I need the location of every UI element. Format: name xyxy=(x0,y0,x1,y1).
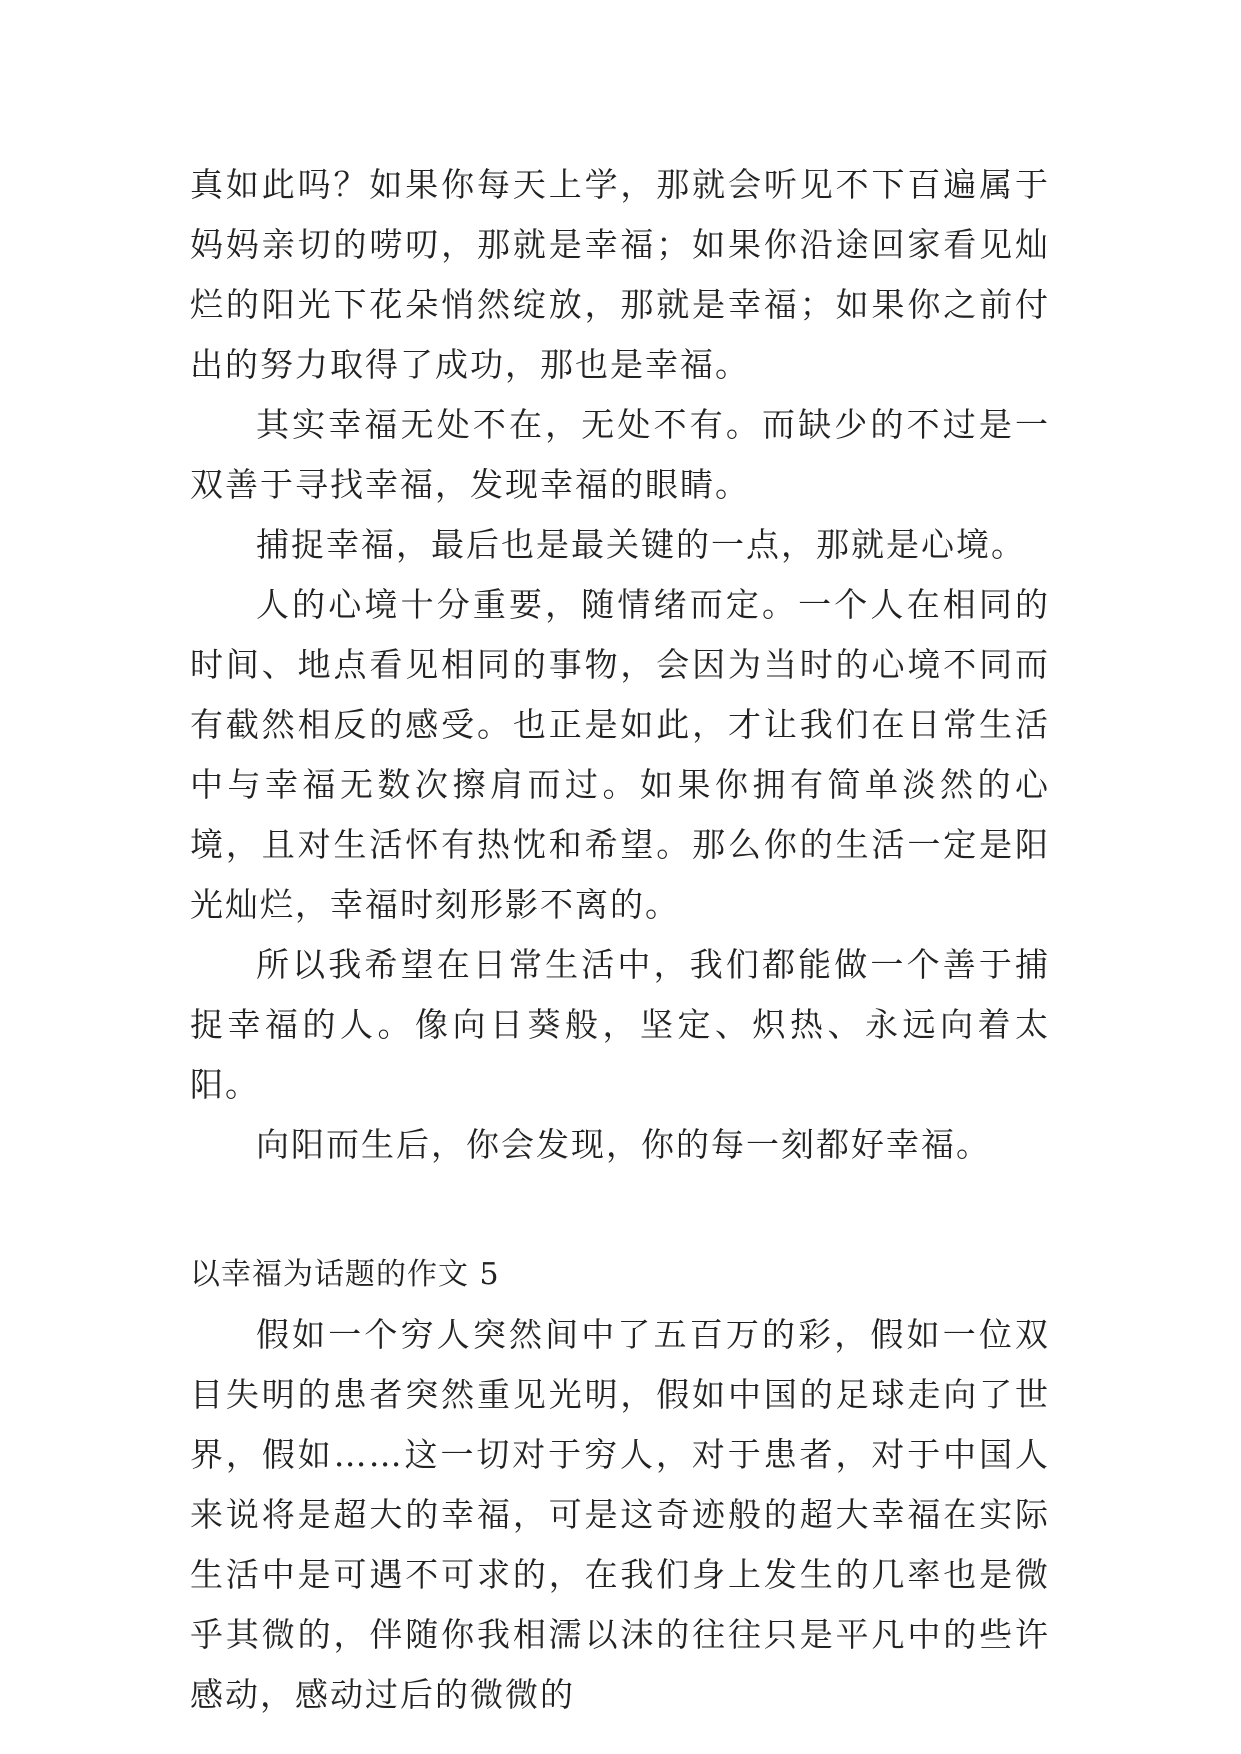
paragraph-conclusion: 向阳而生后，你会发现，你的每一刻都好幸福。 xyxy=(256,1125,991,1164)
paragraph-capture-happiness: 捕捉幸福，最后也是最关键的一点，那就是心境。 xyxy=(256,525,1026,564)
section-title: 以幸福为话题的作文 5 xyxy=(190,1257,500,1292)
paragraph-state-of-mind: 人的心境十分重要，随情绪而定。一个人在相同的时间、地点看见相同的事物，会因为当时的心境不同而有截然相反的感受。也正是如此，才让我们在日常生活中与幸福无数次擦肩而过。如果你拥有简单淡然的心境，且对生活怀有热忱和希望。那么你的生活一定是阳光灿烂，幸福时刻形影不离的。 xyxy=(190,585,1050,924)
paragraph-essay5-intro: 假如一个穷人突然间中了五百万的彩，假如一位双目失明的患者突然重见光明，假如中国的足球走向了世界，假如……这一切对于穷人，对于患者，对于中国人来说将是超大的幸福，可是这奇迹般的超大幸福在实际生活中是可遇不可求的，在我们身上发生的几率也是微乎其微的，伴随你我相濡以沫的往往只是平凡中的些许感动，感动过后的微微的 xyxy=(190,1315,1050,1714)
paragraph-continuation: 真如此吗？如果你每天上学，那就会听见不下百遍属于妈妈亲切的唠叨，那就是幸福；如果你沿途回家看见灿烂的阳光下花朵悄然绽放，那就是幸福；如果你之前付出的努力取得了成功，那也是幸福。 xyxy=(190,165,1050,384)
document-page xyxy=(190,155,1050,1725)
paragraph-sunflower: 所以我希望在日常生活中，我们都能做一个善于捕捉幸福的人。像向日葵般，坚定、炽热、永远向着太阳。 xyxy=(190,945,1050,1104)
paragraph-happiness-everywhere: 其实幸福无处不在，无处不有。而缺少的不过是一双善于寻找幸福，发现幸福的眼睛。 xyxy=(190,405,1050,504)
